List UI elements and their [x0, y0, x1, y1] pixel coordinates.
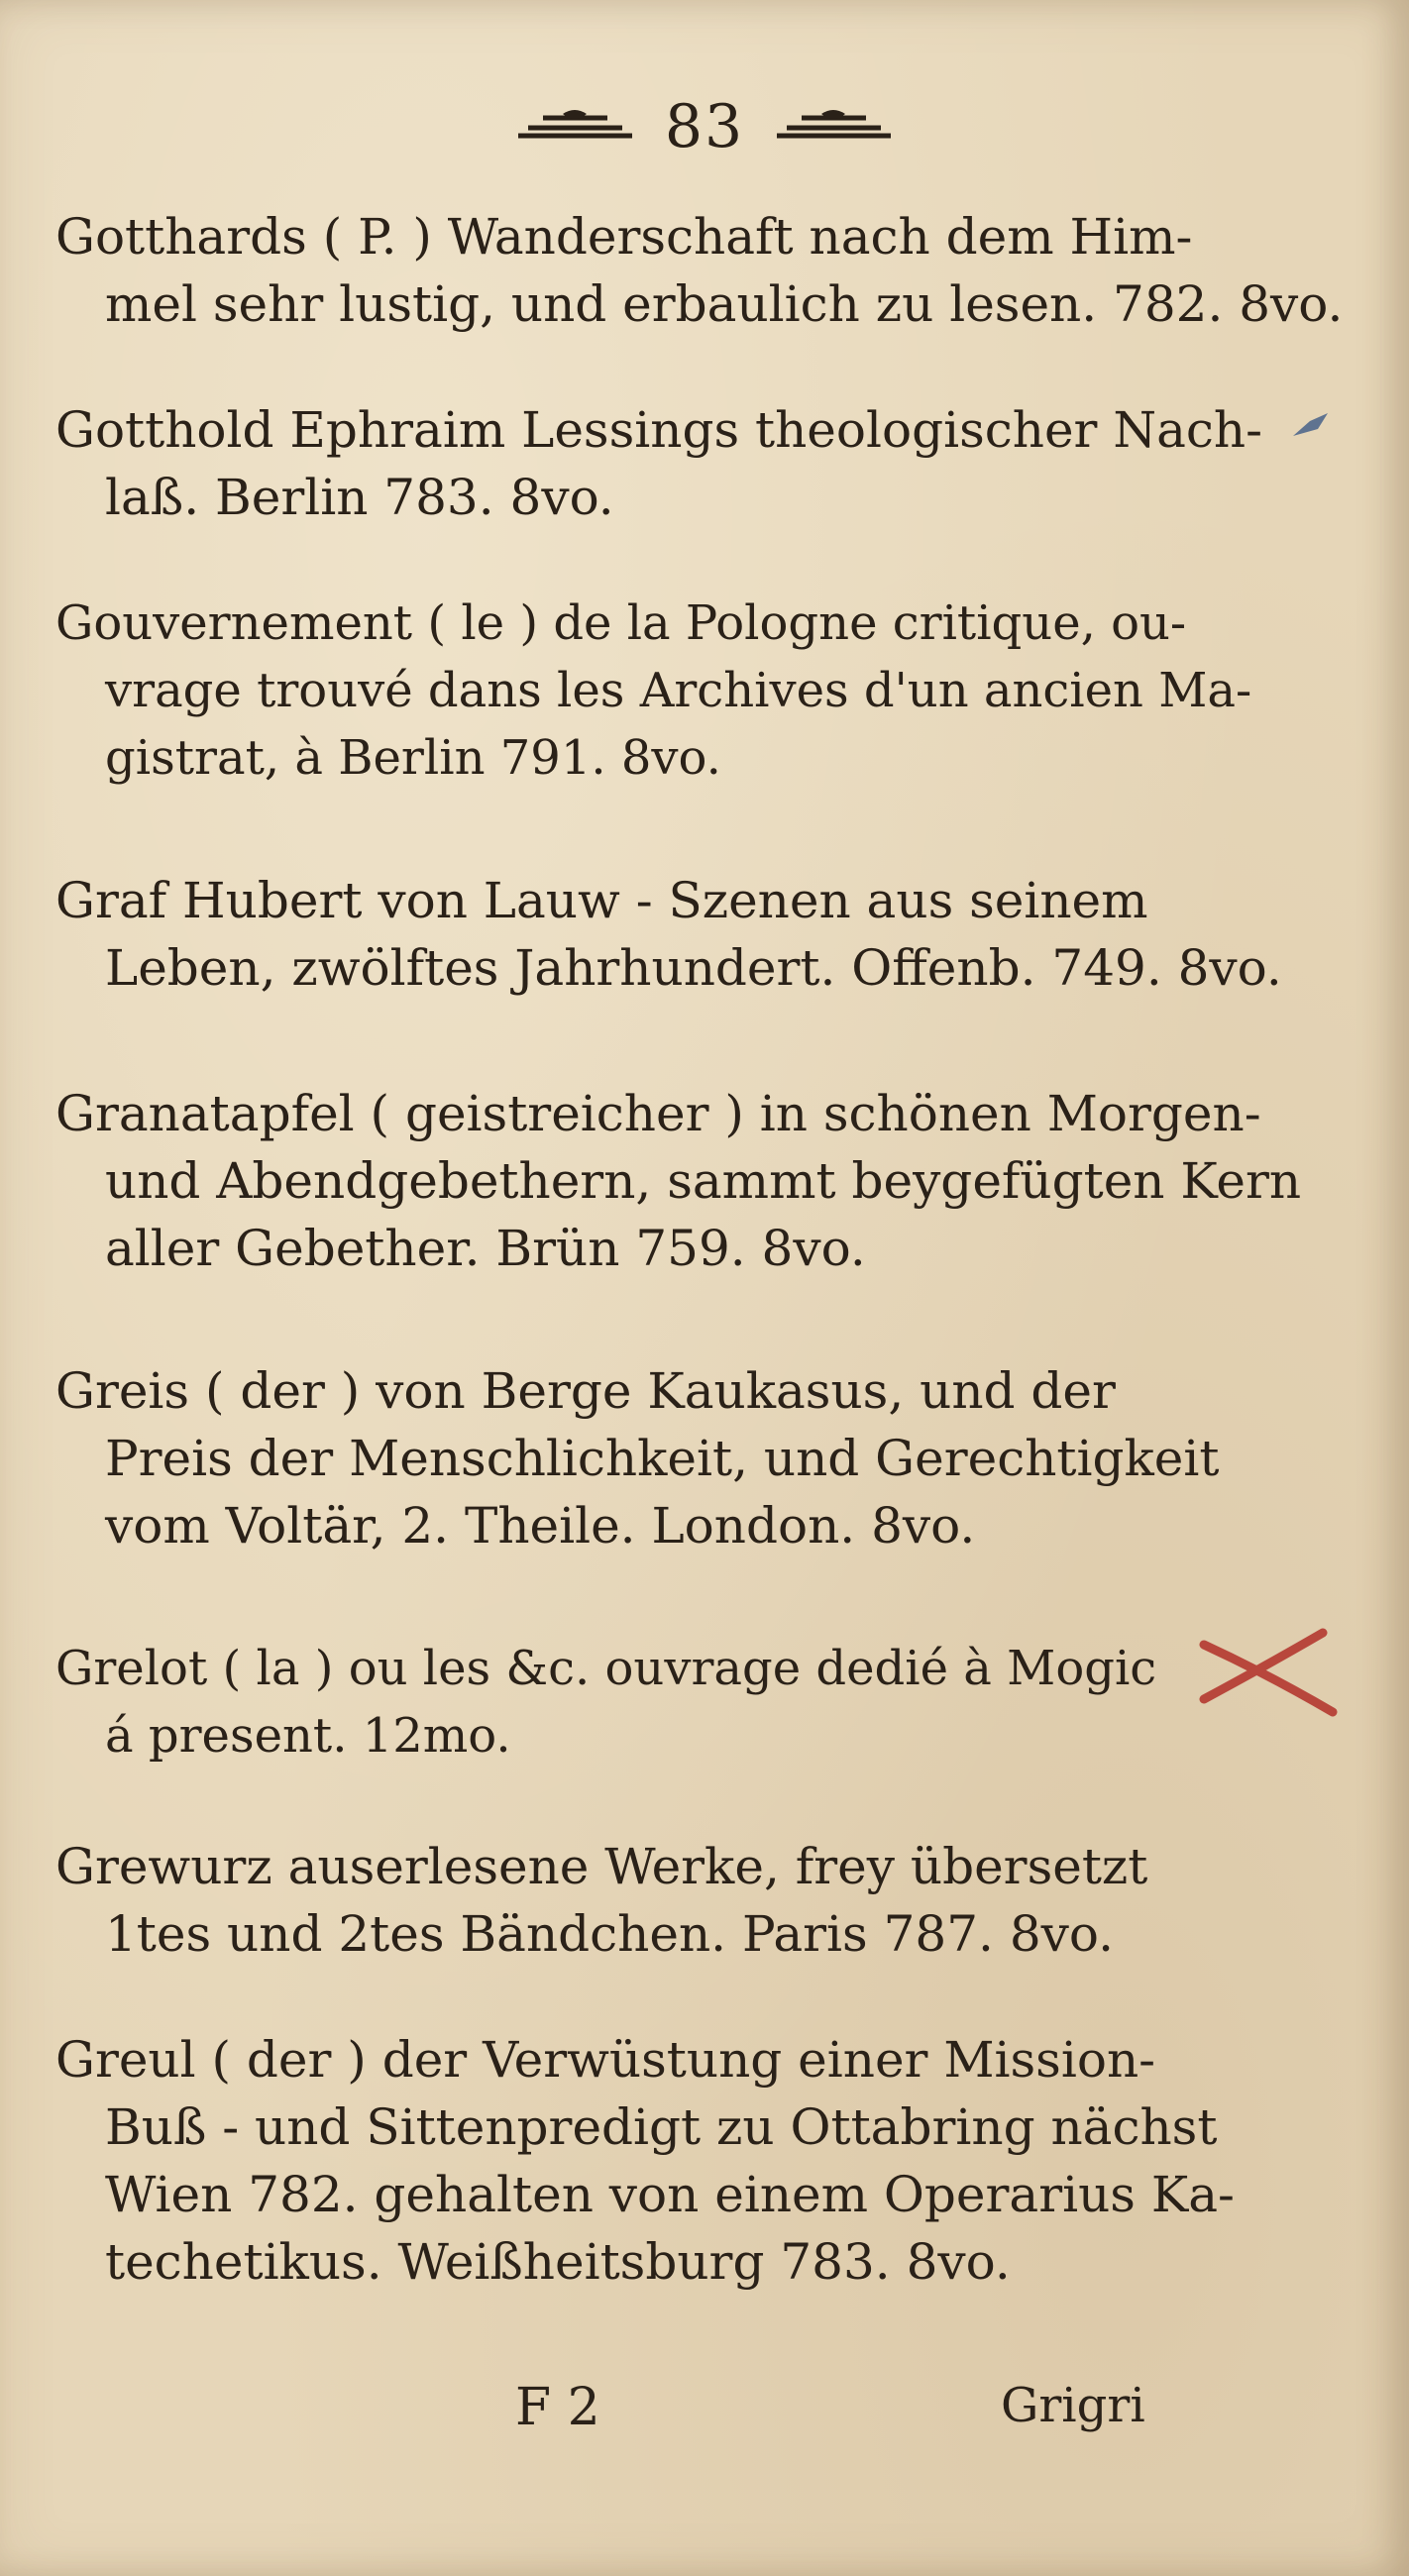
entry-line: Buß - und Sittenpredigt zu Ottabring nächst	[105, 2098, 1218, 2156]
catalog-entry	[55, 2026, 1235, 2296]
entry-line: Graf Hubert von Lauw - Szenen aus seinem	[55, 872, 1148, 929]
entry-line: Greis ( der ) von Berge Kaukasus, und der	[55, 1362, 1116, 1420]
catalog-entry	[55, 1833, 1165, 1968]
entry-line: techetikus. Weißheitsburg 783. 8vo.	[105, 2233, 1011, 2291]
signature-mark: F 2	[515, 2378, 600, 2437]
entry-line: Preis der Menschlichkeit, und Gerechtigkeit	[105, 1430, 1220, 1487]
catalog-entry	[55, 1635, 1165, 1770]
entry-line: Gouvernement ( le ) de la Pologne critique, ou-	[55, 595, 1187, 651]
entry-line: Grewurz auserlesene Werke, frey übersetzt	[55, 1838, 1148, 1895]
entry-line: Gotthold Ephraim Lessings theologischer Nach-	[55, 401, 1262, 459]
left-ornament-icon	[513, 106, 637, 148]
entry-line: Grelot ( la ) ou les &c. ouvrage dedié à Mogic	[55, 1641, 1157, 1696]
page-header	[0, 87, 1409, 166]
entry-line: gistrat, à Berlin 791. 8vo.	[105, 730, 721, 786]
catalog-entry	[55, 1357, 1220, 1559]
red-cross-mark-icon	[1199, 1625, 1338, 1719]
entry-line: Greul ( der ) der Verwüstung einer Mission-	[55, 2031, 1156, 2089]
ink-mark-icon	[1288, 401, 1333, 446]
catchword: Grigri	[1001, 2378, 1145, 2433]
entry-line: á present. 12mo.	[105, 1708, 511, 1764]
entry-line: vrage trouvé dans les Archives d'un ancien Ma-	[105, 663, 1252, 718]
right-ornament-icon	[772, 106, 896, 148]
entry-line: und Abendgebethern, sammt beygefügten Kern	[105, 1152, 1302, 1210]
entry-line: 1tes und 2tes Bändchen. Paris 787. 8vo.	[105, 1905, 1114, 1963]
catalog-entry	[55, 1080, 1302, 1282]
entry-line: Granatapfel ( geistreicher ) in schönen Morgen-	[55, 1085, 1261, 1142]
entry-line: aller Gebether. Brün 759. 8vo.	[105, 1220, 866, 1277]
catalog-entry	[55, 867, 1282, 1002]
catalog-entry	[55, 203, 1344, 338]
catalog-entry	[55, 396, 1262, 531]
entry-line: mel sehr lustig, und erbaulich zu lesen. 782. 8vo.	[105, 275, 1344, 333]
page-number: 83	[664, 92, 745, 161]
entry-line: Gotthards ( P. ) Wanderschaft nach dem Him-	[55, 208, 1193, 266]
entry-line: Wien 782. gehalten von einem Operarius Ka-	[105, 2166, 1235, 2223]
entry-line: laß. Berlin 783. 8vo.	[105, 469, 614, 526]
catalog-entry	[55, 590, 1252, 792]
page-footer	[0, 2378, 1409, 2457]
entry-line: Leben, zwölftes Jahrhundert. Offenb. 749. 8vo.	[105, 939, 1282, 997]
entry-line: vom Voltär, 2. Theile. London. 8vo.	[105, 1497, 976, 1555]
